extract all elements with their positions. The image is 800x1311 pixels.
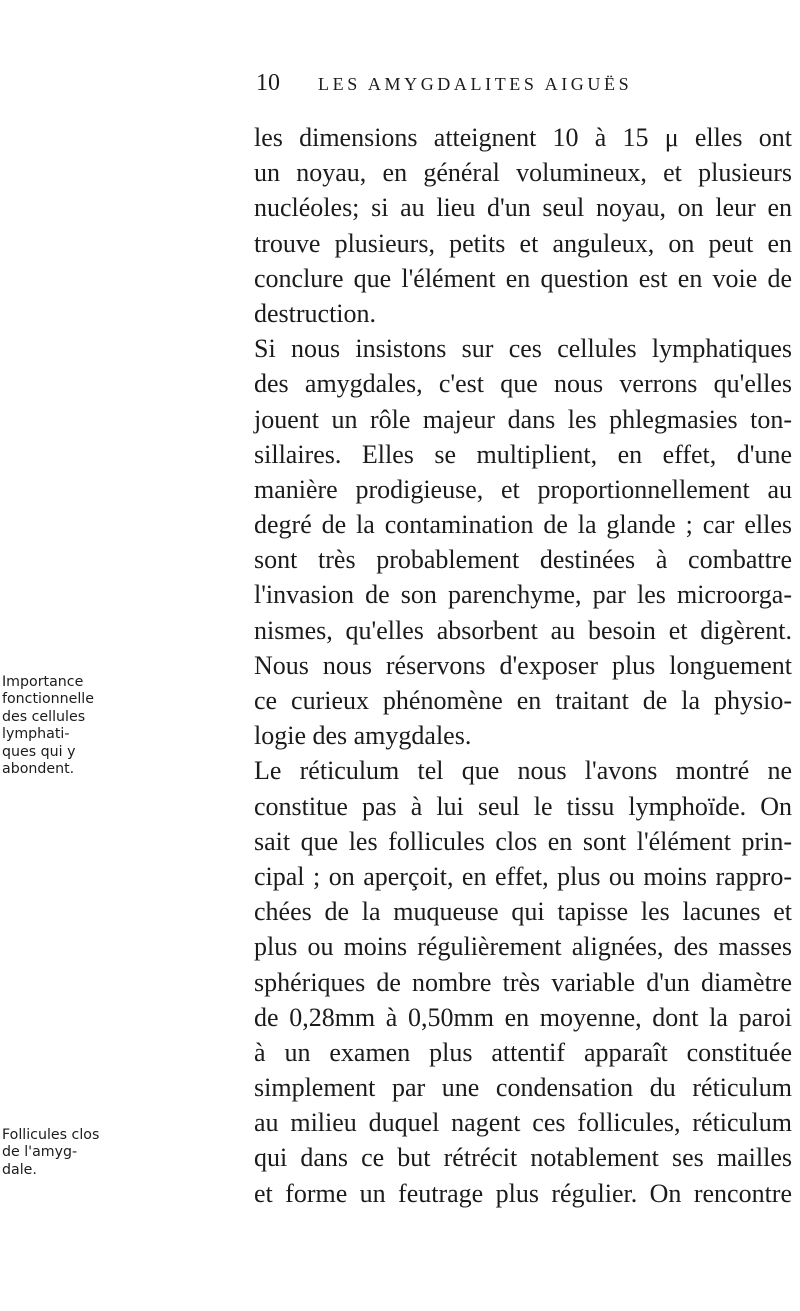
text-line: au milieu duquel nagent ces follicules, réticulum — [254, 1108, 792, 1138]
text-line: cipal ; on aperçoit, en effet, plus ou moins rappro- — [254, 861, 792, 891]
page-number: 10 — [256, 70, 280, 96]
text-line: degré de la contamination de la glande ; car elles — [254, 510, 792, 540]
text-line: à un examen plus attentif apparaît constituée — [254, 1037, 792, 1067]
text-line: simplement par une condensation du réticulum — [254, 1073, 792, 1103]
text-line: destruction. — [254, 298, 377, 328]
text-line: sphériques de nombre très variable d'un diamètre — [254, 967, 792, 997]
text-line: constitue pas à lui seul le tissu lymphoïde. On — [254, 791, 792, 821]
body-text — [254, 120, 792, 1211]
text-line: sillaires. Elles se multiplient, en effet, d'une — [254, 439, 792, 469]
text-line: sait que les follicules clos en sont l'élément prin- — [254, 826, 792, 856]
text-line: les dimensions atteignent 10 à 15 μ elles ont — [254, 123, 792, 152]
text-line: l'invasion de son parenchyme, par les microorga- — [254, 580, 792, 610]
margin-note-line: dale. — [2, 1161, 37, 1178]
text-line: Nous nous réservons d'exposer plus longuement — [254, 650, 792, 680]
text-line: nismes, qu'elles absorbent au besoin et digèrent. — [254, 615, 792, 645]
text-line: chées de la muqueuse qui tapisse les lacunes et — [254, 897, 792, 927]
text-line: conclure que l'élément en question est en voie de — [254, 263, 792, 293]
text-line: Le réticulum tel que nous l'avons montré ne — [254, 756, 792, 786]
text-line: et forme un feutrage plus régulier. On rencontre — [254, 1178, 792, 1208]
margin-note-line: lymphati- — [2, 726, 70, 743]
text-line: nucléoles; si au lieu d'un seul noyau, on leur en — [254, 193, 792, 223]
margin-note-line: des cellules — [2, 708, 86, 725]
text-line: jouent un rôle majeur dans les phlegmasies ton- — [254, 404, 792, 434]
text-line: manière prodigieuse, et proportionnellement au — [254, 474, 792, 504]
text-line: qui dans ce but rétrécit notablement ses mailles — [254, 1143, 792, 1173]
text-line: sont très probablement destinées à combattre — [254, 545, 792, 575]
margin-note-line: de l'amyg- — [2, 1144, 78, 1161]
margin-note-importance — [2, 674, 98, 778]
margin-note-line: Importance — [2, 674, 84, 690]
running-title: LES AMYGDALITES AIGUËS — [318, 74, 633, 94]
running-head — [256, 70, 756, 106]
text-line: des amygdales, c'est que nous verrons qu'elles — [254, 369, 792, 399]
margin-note-line: ques qui y — [2, 743, 76, 760]
margin-note-line: abondent. — [2, 760, 75, 777]
text-line: plus ou moins régulièrement alignées, des masses — [254, 932, 792, 962]
margin-note-line: Follicules clos — [2, 1127, 100, 1143]
text-line: logie des amygdales. — [254, 721, 472, 751]
margin-note-follicules — [2, 1127, 98, 1179]
text-line: de 0,28mm à 0,50mm en moyenne, dont la paroi — [254, 1002, 792, 1032]
margin-note-line: fonctionnelle — [2, 691, 94, 708]
text-line: ce curieux phénomène en traitant de la physio- — [254, 686, 792, 715]
text-line: Si nous insistons sur ces cellules lymphatiques — [254, 334, 792, 364]
text-line: trouve plusieurs, petits et anguleux, on peut en — [254, 228, 792, 258]
text-line: un noyau, en général volumineux, et plusieurs — [254, 158, 792, 188]
